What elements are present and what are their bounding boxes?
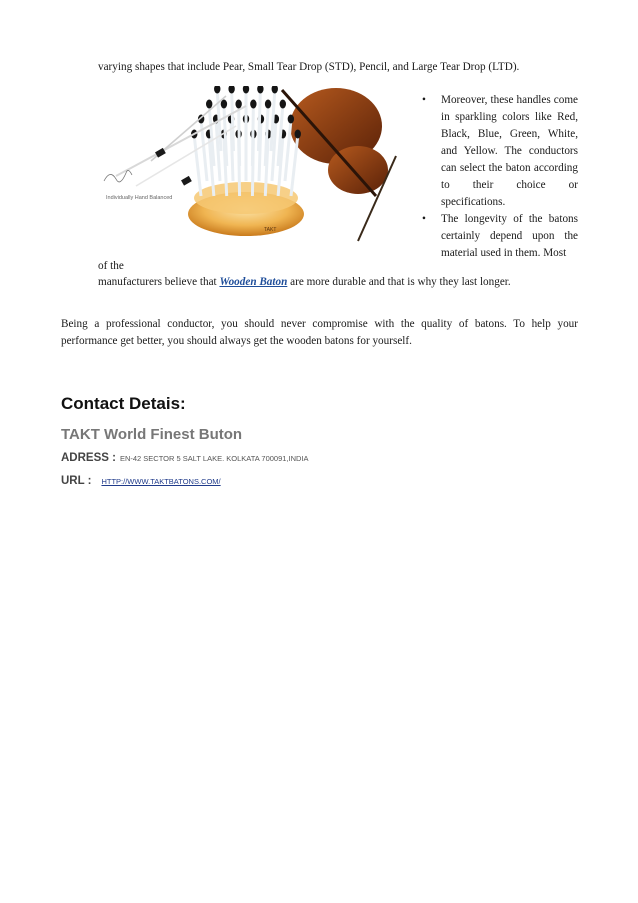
stand-icon [188, 182, 304, 236]
sentence-end: are more durable and that is why they last longer. [287, 276, 511, 288]
baton-shaft [291, 136, 298, 196]
company-name: TAKT World Finest Buton [61, 426, 243, 443]
baton-handle [214, 86, 220, 94]
baton-shaft [285, 121, 291, 181]
baton-shaft [252, 106, 253, 166]
baton-handle [288, 115, 294, 124]
baton-stand-illustration [96, 86, 403, 243]
svg-text:TAKT: TAKT [264, 227, 277, 233]
advice-paragraph: Being a professional conductor, you should never compromise with the quality of batons. To help your performance get better, you should always get the wooden batons for yourself. [61, 318, 578, 347]
continuation-text: of the [98, 260, 124, 272]
baton-handle [250, 100, 256, 109]
baton-handle [228, 86, 234, 94]
svg-text:Individually Hand Balanced: Individually Hand Balanced [106, 195, 173, 201]
features-list [418, 92, 578, 262]
bullet-marker: • [422, 94, 426, 106]
baton-handle [235, 100, 241, 109]
baton-shaft [259, 91, 261, 151]
address-value: EN-42 SECTOR 5 SALT LAKE. KOLKATA 700091,INDIA [119, 454, 309, 463]
signature-icon [104, 170, 132, 181]
baton-shaft [239, 106, 240, 166]
website-link[interactable]: HTTP://WWW.TAKTBATONS.COM/ [101, 477, 221, 486]
wooden-baton-link[interactable]: Wooden Baton [219, 276, 288, 288]
list-item [418, 211, 578, 262]
bullet-text: Moreover, these handles come in sparkling colors like Red, Black, Blue, Green, White, and Yellow. The conductors can select the baton according to their choice or specifications. [441, 94, 578, 208]
bullet-marker: • [422, 213, 426, 225]
durability-sentence [98, 274, 511, 291]
url-label: URL : [61, 475, 92, 487]
bullet-text: The longevity of the batons certainly depend upon the material used in them. Most [441, 213, 578, 259]
list-item [418, 92, 578, 211]
baton-handle [221, 100, 227, 109]
contact-heading: Contact Detais: [61, 394, 186, 413]
baton-handle [272, 86, 278, 94]
baton-handle [295, 130, 301, 139]
intro-line: varying shapes that include Pear, Small Tear Drop (STD), Pencil, and Large Tear Drop (LTD). [98, 61, 520, 73]
address-line [61, 452, 309, 464]
baton-shaft [194, 136, 201, 196]
sentence-start: manufacturers believe that [98, 276, 220, 288]
baton-shaft [232, 91, 234, 151]
baton-handle [206, 100, 212, 109]
baton-handle [243, 86, 249, 94]
baton-handle [257, 86, 263, 94]
address-label: ADRESS : [61, 452, 116, 464]
batons-group [191, 86, 301, 196]
baton-product-image [96, 86, 403, 243]
url-line [61, 475, 221, 487]
baton-handle [280, 100, 286, 109]
baton-handle [265, 100, 271, 109]
